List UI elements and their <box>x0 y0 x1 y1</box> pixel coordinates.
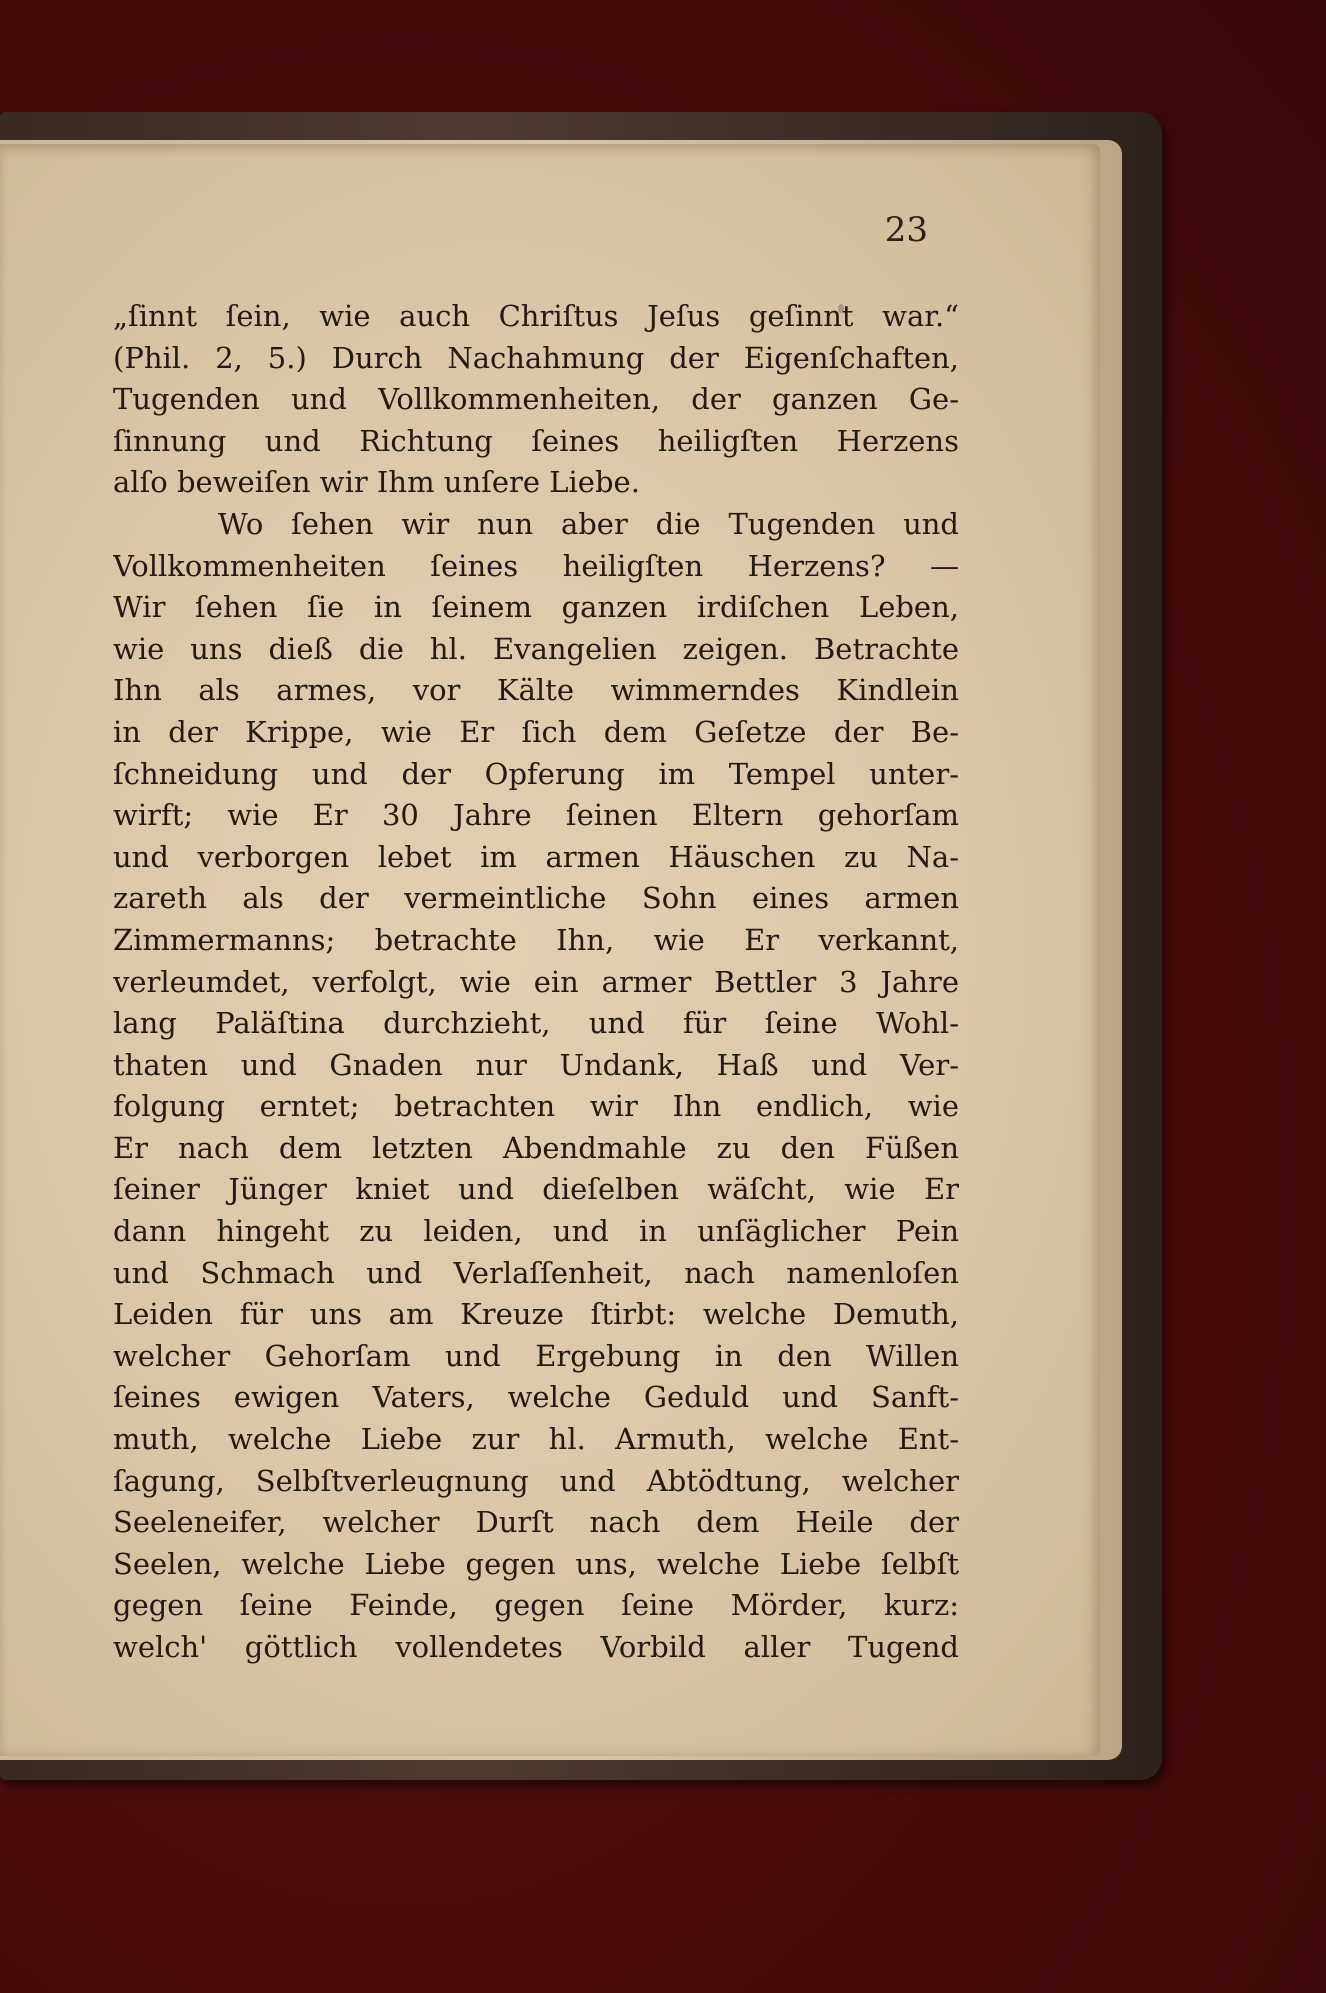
text-line: dann hingeht zu leiden, und in unſäglicher Pein <box>113 1214 959 1249</box>
text-line: Wo ſehen wir nun aber die Tugenden und <box>218 506 959 541</box>
text-line: ſeiner Jünger kniet und dieſelben wäſcht, wie Er <box>113 1172 959 1207</box>
text-line: Vollkommenheiten ſeines heiligſten Herzens? — <box>113 548 959 583</box>
text-line: Wir ſehen ſie in ſeinem ganzen irdiſchen Leben, <box>113 590 959 625</box>
page-number: 23 <box>884 210 928 250</box>
text-line: folgung erntet; betrachten wir Ihn endlich, wie <box>113 1089 959 1124</box>
text-line: Leiden für uns am Kreuze ſtirbt: welche Demuth, <box>113 1297 959 1332</box>
text-line: in der Krippe, wie Er ſich dem Geſetze der Be- <box>113 714 959 749</box>
text-line: muth, welche Liebe zur hl. Armuth, welche Ent- <box>113 1422 959 1457</box>
text-line: ſinnung und Richtung ſeines heiligſten Herzens <box>113 423 959 458</box>
text-line: gegen ſeine Feinde, gegen ſeine Mörder, kurz: <box>113 1588 959 1623</box>
text-line: Zimmermanns; betrachte Ihn, wie Er verkannt, <box>113 922 959 957</box>
text-line: zareth als der vermeintliche Sohn eines armen <box>113 881 959 916</box>
text-line: welcher Gehorſam und Ergebung in den Willen <box>113 1338 959 1373</box>
text-line: ſagung, Selbſtverleugnung und Abtödtung, welcher <box>113 1463 959 1498</box>
text-line: Ihn als armes, vor Kälte wimmerndes Kindlein <box>113 673 959 708</box>
page-text-block <box>113 296 959 1669</box>
text-line: „ſinnt ſein, wie auch Chriſtus Jeſus geſinnt war.“ <box>113 299 959 333</box>
text-line: welch' göttlich vollendetes Vorbild aller Tugend <box>113 1630 959 1664</box>
text-line: Tugenden und Vollkommenheiten, der ganzen Ge- <box>113 382 959 417</box>
text-line: alſo beweiſen wir Ihm unſere Liebe. <box>113 465 640 500</box>
text-line: ſchneidung und der Opferung im Tempel unter- <box>113 756 959 791</box>
text-line: Seeleneifer, welcher Durſt nach dem Heile der <box>113 1505 959 1540</box>
text-line: thaten und Gnaden nur Undank, Haß und Ver- <box>113 1047 959 1082</box>
text-line: und verborgen lebet im armen Häuschen zu Na- <box>113 839 959 874</box>
book-page <box>0 144 1100 1756</box>
text-line: Er nach dem letzten Abendmahle zu den Füßen <box>113 1130 959 1165</box>
text-line: verleumdet, verfolgt, wie ein armer Bettler 3 Jahre <box>113 964 959 999</box>
text-line: und Schmach und Verlaſſenheit, nach namenloſen <box>113 1255 959 1290</box>
text-line: ſeines ewigen Vaters, welche Geduld und Sanft- <box>113 1380 959 1415</box>
text-line: Seelen, welche Liebe gegen uns, welche Liebe ſelbſt <box>113 1546 959 1581</box>
text-line: wie uns dieß die hl. Evangelien zeigen. Betrachte <box>113 631 959 666</box>
text-line: lang Paläſtina durchzieht, und für ſeine Wohl- <box>113 1006 959 1041</box>
text-line: (Phil. 2, 5.) Durch Nachahmung der Eigenſchaften, <box>113 340 959 375</box>
text-line: wirft; wie Er 30 Jahre ſeinen Eltern gehorſam <box>113 798 959 833</box>
